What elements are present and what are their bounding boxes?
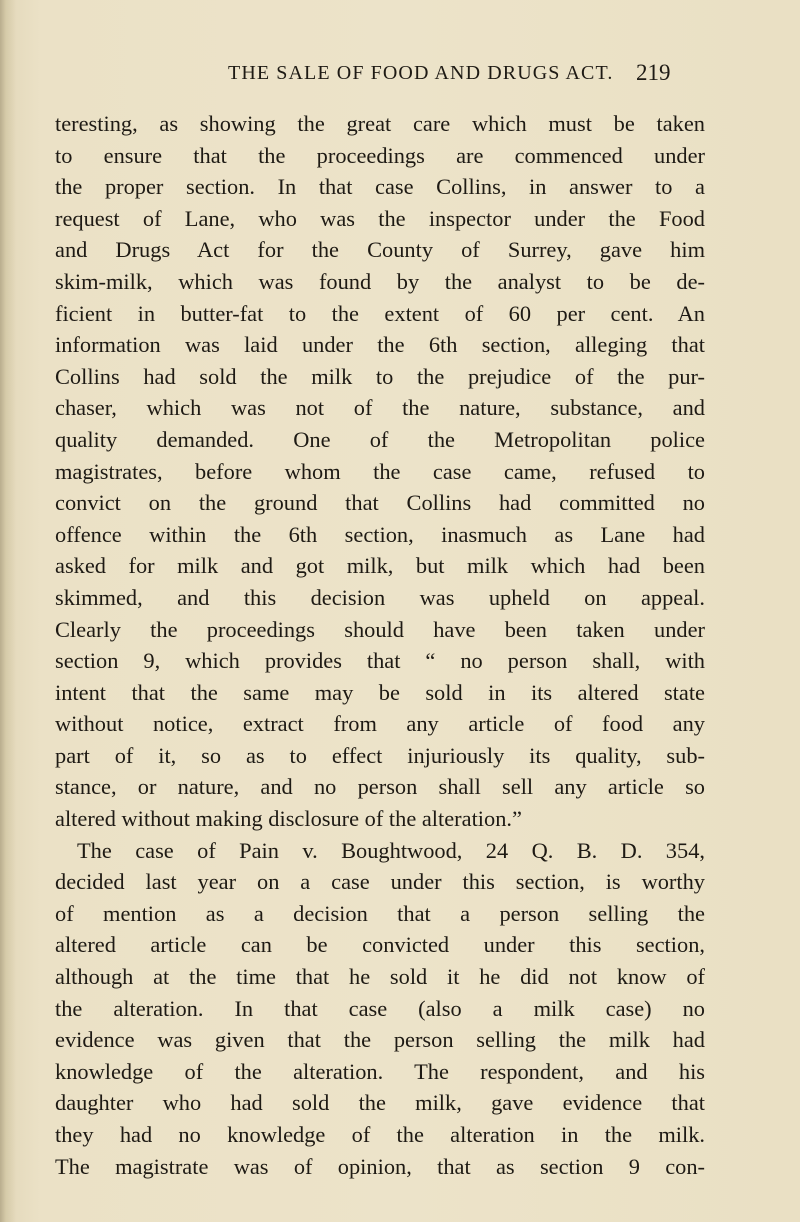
text-line: chaser, which was not of the nature, substance, and	[55, 395, 705, 421]
text-line: skim-milk, which was found by the analyst to be de-	[55, 268, 705, 294]
text-line: altered without making disclosure of the alteration.”	[55, 806, 522, 832]
text-line: Clearly the proceedings should have been taken under	[55, 616, 705, 642]
text-line: part of it, so as to effect injuriously its quality, sub-	[55, 742, 705, 768]
text-line: and Drugs Act for the County of Surrey, gave him	[55, 237, 705, 263]
text-line: knowledge of the alteration. The respondent, and his	[55, 1058, 705, 1084]
running-head	[0, 62, 800, 92]
text-line: request of Lane, who was the inspector under the Food	[55, 205, 705, 231]
text-line: intent that the same may be sold in its altered state	[55, 679, 705, 705]
text-line: ficient in butter-fat to the extent of 60 per cent. An	[55, 300, 705, 326]
text-line: quality demanded. One of the Metropolitan police	[55, 426, 705, 452]
page-number: 219	[636, 60, 671, 85]
text-line: they had no knowledge of the alteration in the milk.	[55, 1122, 705, 1147]
text-line: section 9, which provides that “ no person shall, with	[55, 648, 705, 674]
page-gutter-shadow	[0, 0, 16, 1222]
text-line: altered article can be convicted under this section,	[55, 932, 705, 958]
text-line: stance, or nature, and no person shall sell any article so	[55, 774, 705, 800]
text-line: of mention as a decision that a person selling the	[55, 900, 705, 926]
text-line: The magistrate was of opinion, that as section 9 con-	[55, 1153, 705, 1179]
text-line: offence within the 6th section, inasmuch as Lane had	[55, 521, 705, 547]
text-line: magistrates, before whom the case came, refused to	[55, 458, 705, 484]
text-line: Collins had sold the milk to the prejudice of the pur-	[55, 363, 705, 389]
text-line: daughter who had sold the milk, gave evidence that	[55, 1090, 705, 1116]
text-line: to ensure that the proceedings are commenced under	[55, 142, 705, 168]
body-text	[55, 108, 705, 1182]
text-line: information was laid under the 6th section, alleging that	[55, 332, 705, 358]
text-line: evidence was given that the person selling the milk had	[55, 1027, 705, 1053]
text-line: teresting, as showing the great care which must be taken	[55, 111, 705, 136]
text-line: although at the time that he sold it he did not know of	[55, 964, 705, 990]
text-line: asked for milk and got milk, but milk which had been	[55, 553, 705, 579]
text-line: decided last year on a case under this section, is worthy	[55, 869, 705, 895]
text-line-indented: The case of Pain v. Boughtwood, 24 Q. B. D. 354,	[77, 837, 705, 863]
running-title: THE SALE OF FOOD AND DRUGS ACT.	[228, 62, 614, 84]
text-line: the proper section. In that case Collins, in answer to a	[55, 174, 705, 200]
text-line: skimmed, and this decision was upheld on appeal.	[55, 584, 705, 610]
text-line: the alteration. In that case (also a milk case) no	[55, 995, 705, 1021]
text-line: convict on the ground that Collins had committed no	[55, 490, 705, 516]
text-line: without notice, extract from any article of food any	[55, 711, 705, 737]
